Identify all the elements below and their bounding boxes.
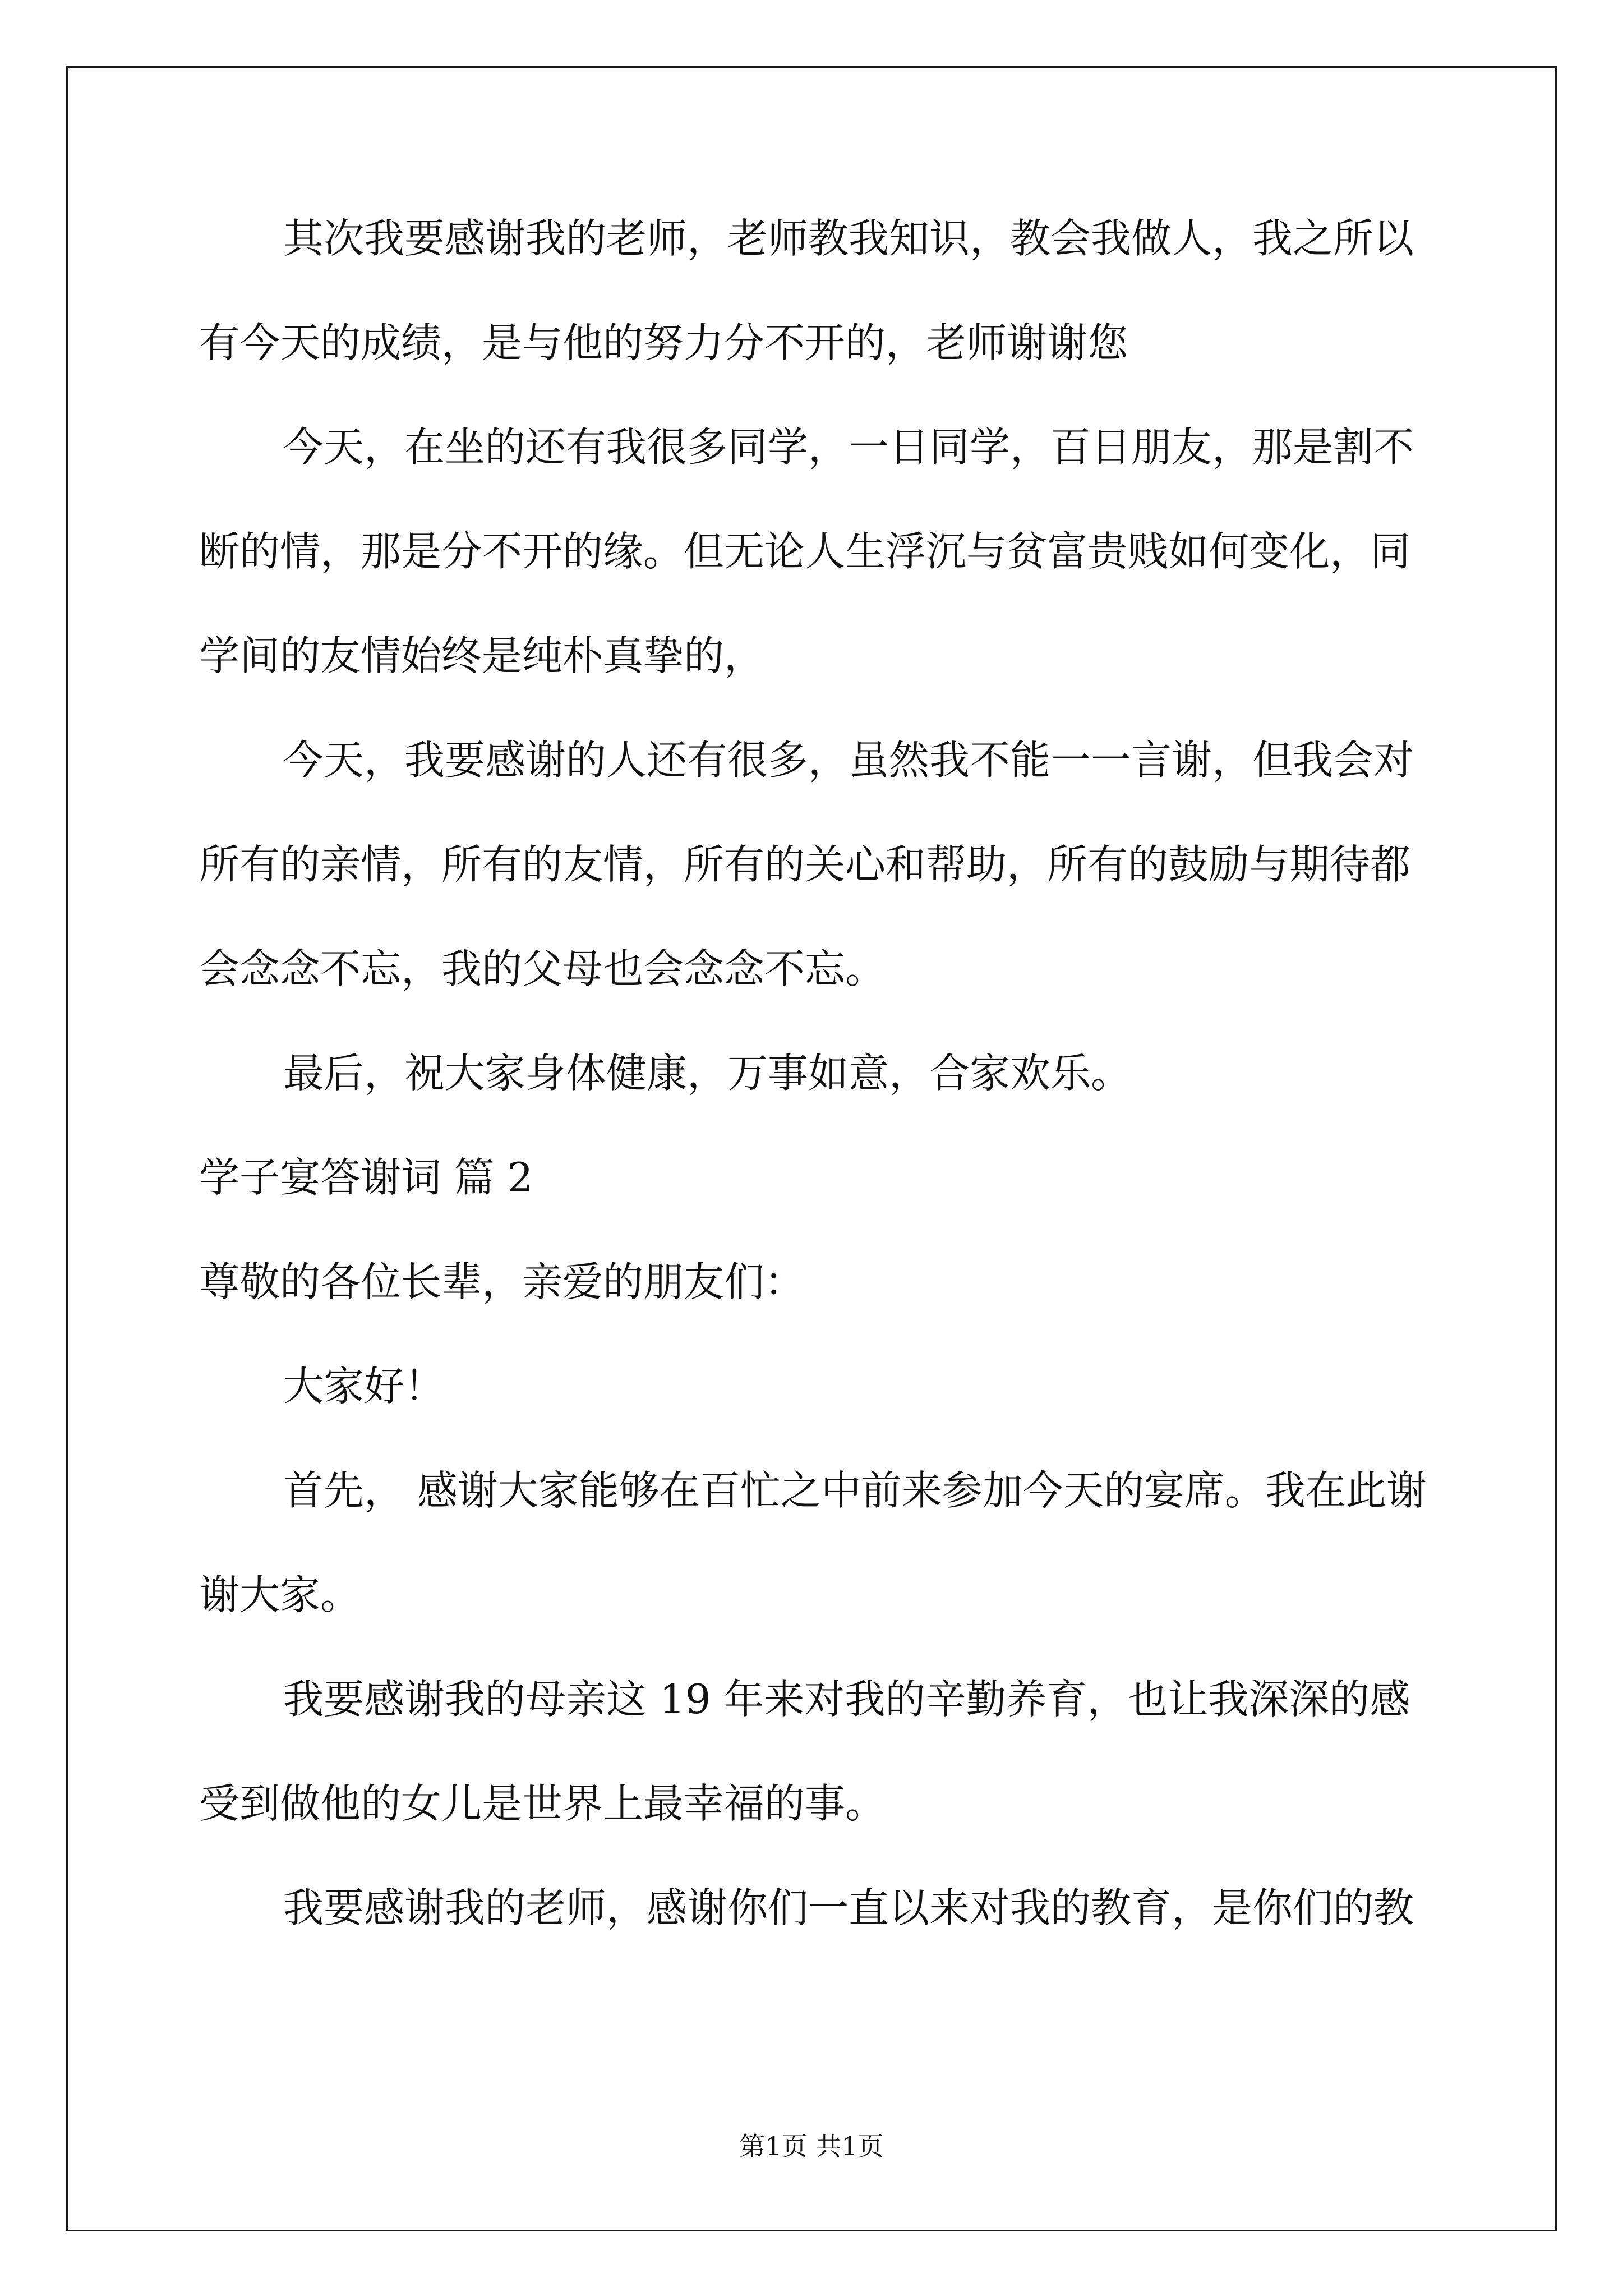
text-line: 我要感谢我的老师，感谢你们一直以来对我的教育，是你们的教	[283, 1884, 1414, 1931]
text-line: 首先， 感谢大家能够在百忙之中前来参加今天的宴席。我在此谢	[283, 1467, 1427, 1514]
section-heading: 学子宴答谢词 篇 2	[199, 1154, 533, 1201]
text-line: 受到做他的女儿是世界上最幸福的事。	[199, 1780, 886, 1827]
greeting: 大家好！	[283, 1363, 445, 1410]
text-line: 最后，祝大家身体健康，万事如意，合家欢乐。	[283, 1050, 1132, 1097]
text-line: 我要感谢我的母亲这 19 年来对我的辛勤养育，也让我深深的感	[283, 1676, 1410, 1723]
text-line: 其次我要感谢我的老师，老师教我知识，教会我做人，我之所以	[283, 215, 1414, 262]
text-line: 会念念不忘，我的父母也会念念不忘。	[199, 945, 886, 992]
salutation: 尊敬的各位长辈，亲爱的朋友们：	[199, 1258, 805, 1305]
text-line: 断的情，那是分不开的缘。但无论人生浮沉与贫富贵贱如何变化，同	[199, 528, 1411, 575]
text-line: 今天，在坐的还有我很多同学，一日同学，百日朋友，那是割不	[283, 424, 1414, 471]
page-number-footer: 第1页 共1页	[739, 2131, 884, 2161]
text-line: 有今天的成绩，是与他的努力分不开的，老师谢谢您	[199, 319, 1128, 366]
text-line: 所有的亲情，所有的友情，所有的关心和帮助，所有的鼓励与期待都	[199, 841, 1411, 888]
text-line: 学间的友情始终是纯朴真挚的，	[199, 632, 765, 679]
text-line: 今天，我要感谢的人还有很多，虽然我不能一一言谢，但我会对	[283, 737, 1414, 784]
text-line: 谢大家。	[199, 1571, 361, 1618]
